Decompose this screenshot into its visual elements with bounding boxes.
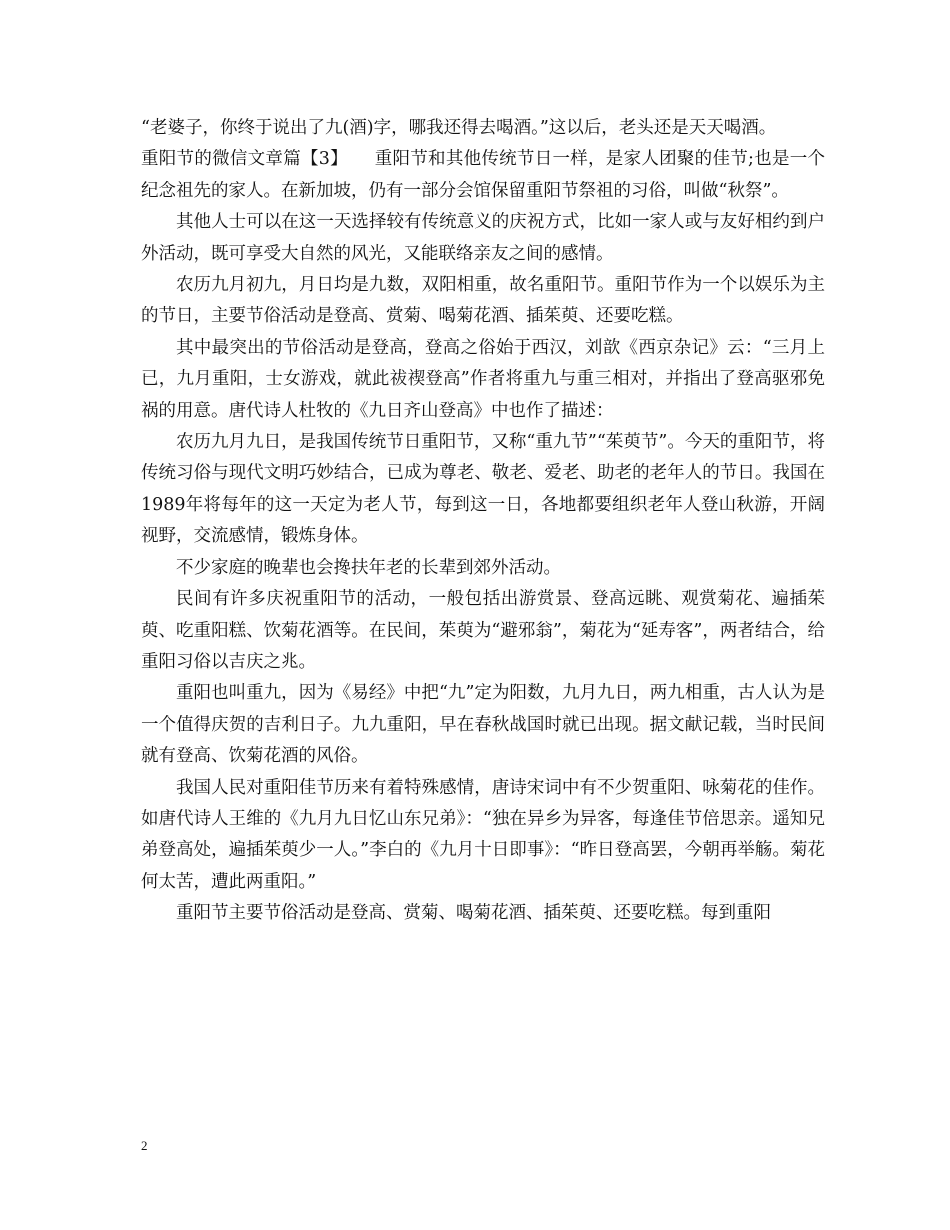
body-text <box>141 113 825 930</box>
paragraph-10: 我国人民对重阳佳节历来有着特殊感情，唐诗宋词中有不少贺重阳、咏菊花的佳作。如唐代诗人王维的《九月九日忆山东兄弟》：“独在异乡为异客，每逢佳节倍思亲。遥知兄弟登高处，遍插茱萸少一人。”李白的《九月十日即事》：“昨日登高罢，今朝再举觞。菊花何太苦，遭此两重阳。” <box>141 777 825 892</box>
paragraph-4: 农历九月初九，月日均是九数，双阳相重，故名重阳节。重阳节作为一个以娱乐为主的节日，主要节俗活动是登高、赏菊、喝菊花酒、插茱萸、还要吃糕。 <box>141 275 825 327</box>
paragraph-9: 重阳也叫重九，因为《易经》中把“九”定为阳数，九月九日，两九相重，古人认为是一个值得庆贺的吉利日子。九九重阳，早在春秋战国时就已出现。据文献记载，当时民间就有登高、饮菊花酒的风俗。 <box>141 683 825 767</box>
page-number: 2 <box>141 1138 148 1153</box>
paragraph-8: 民间有许多庆祝重阳节的活动，一般包括出游赏景、登高远眺、观赏菊花、遍插茱萸、吃重阳糕、饮菊花酒等。在民间，茱萸为“避邪翁”，菊花为“延寿客”，两者结合，给重阳习俗以吉庆之兆。 <box>141 589 825 672</box>
paragraph-6: 农历九月九日，是我国传统节日重阳节，又称“重九节”“茱萸节”。今天的重阳节，将传统习俗与现代文明巧妙结合，已成为尊老、敬老、爱老、助老的老年人的节日。我国在1989年将每年的这一天定为老人节，每到这一日，各地都要组织老年人登山秋游，开阔视野，交流感情，锻炼身体。 <box>141 432 825 547</box>
paragraph-7: 不少家庭的晚辈也会搀扶年老的长辈到郊外活动。 <box>176 557 561 578</box>
paragraph-1: “老婆子，你终于说出了九(酒)字，哪我还得去喝酒。”这以后，老头还是天天喝酒。 <box>141 118 777 138</box>
paragraph-3: 其他人士可以在这一天选择较有传统意义的庆祝方式，比如一家人或与友好相约到户外活动，既可享受大自然的风光，又能联络亲友之间的感情。 <box>141 212 825 264</box>
paragraph-5: 其中最突出的节俗活动是登高，登高之俗始于西汉，刘歆《西京杂记》云：“三月上已，九月重阳，士女游戏，就此祓禊登高”作者将重九与重三相对，并指出了登高驱邪免祸的用意。唐代诗人杜牧的《九日齐山登高》中也作了描述： <box>141 337 825 421</box>
paragraph-2: 重阳节的微信文章篇【3】 重阳节和其他传统节日一样，是家人团聚的佳节;也是一个纪念祖先的家人。在新加坡，仍有一部分会馆保留重阳节祭祖的习俗，叫做“秋祭”。 <box>141 149 825 201</box>
paragraph-11: 重阳节主要节俗活动是登高、赏菊、喝菊花酒、插茱萸、还要吃糕。每到重阳 <box>176 903 771 924</box>
